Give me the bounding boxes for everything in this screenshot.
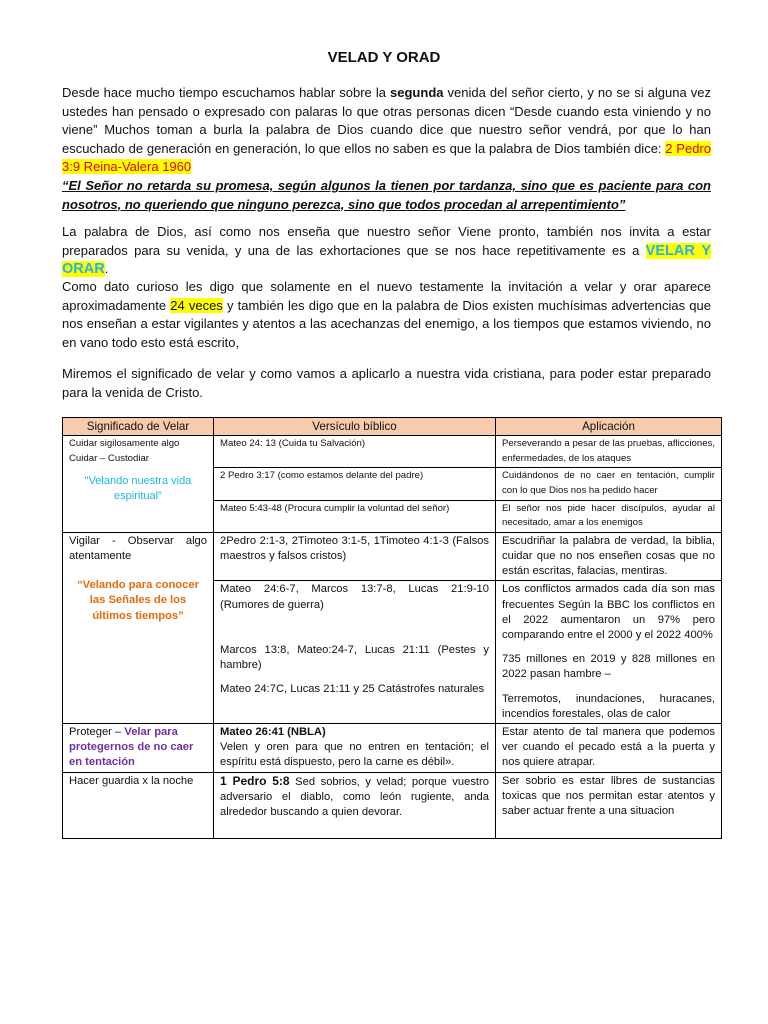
header-aplicacion: Aplicación <box>496 418 722 436</box>
significado-proteger <box>63 724 214 773</box>
third-paragraph <box>62 278 711 352</box>
velar-y-orar-highlight: VELAR Y ORAR <box>62 242 711 278</box>
24-veces-highlight: 24 veces <box>170 297 223 313</box>
second-paragraph <box>62 223 711 279</box>
verse-text: Marcos 13:8, Mateo:24-7, Lucas 21:11 (Pestes y hambre) <box>220 643 489 671</box>
verse-text: Mateo 24:7C, Lucas 21:11 y 25 Catástrofes naturales <box>220 683 485 696</box>
third-text-cont: y también les digo que en la palabra de Dios existen muchísimas advertencias que nos enseñan a estar vigilantes y atentos a las acechanzas del enemigo, a los tiempos que estamos viviendo, no en vano todo esto está escrito, <box>62 297 711 350</box>
period: . <box>104 261 109 277</box>
table-header-row <box>63 418 722 436</box>
header-significado: Significado de Velar <box>63 418 214 436</box>
significado-cuidar <box>63 436 214 533</box>
table-row <box>63 532 722 581</box>
meaning-text: Cuidar – Custodiar <box>69 452 149 464</box>
verse-cell <box>214 724 496 773</box>
significado-vigilar <box>63 532 214 723</box>
third-text: Como dato curioso les digo que solamente en el nuevo testamente la invitación a velar y orar aparece aproximadamente <box>62 279 711 313</box>
verse-cell: Mateo 24: 13 (Cuida tu Salvación) <box>214 436 496 468</box>
bible-reference: 2 Pedro 3:9 Reina-Valera 1960 <box>62 140 711 175</box>
table-row <box>63 724 722 773</box>
application-cell: Escudriñar la palabra de verdad, la biblia, cuidar que no nos enseñen cosas que no están escritas, falacias, mentiras. <box>496 532 722 581</box>
table-row <box>63 436 722 468</box>
emphasis-segunda: segunda <box>390 85 444 100</box>
intro-paragraph <box>62 84 711 214</box>
verse-cell <box>214 581 496 724</box>
page-title: VELAD Y ORAD <box>327 49 441 66</box>
velar-table <box>62 417 722 839</box>
application-cell: Ser sobrio es estar libres de sustancias toxicas que nos permitan estar atentos y saber actuar frente a una situacion <box>496 772 722 838</box>
verse-text: Velen y oren para que no entren en tentación; el espíritu está dispuesto, pero la carne es débil». <box>220 741 489 769</box>
verse-title: Mateo 26:41 (NBLA) <box>220 726 326 738</box>
significado-guardia: Hacer guardia x la noche <box>63 772 214 838</box>
colored-subtitle: "Velando nuestra vida espiritual" <box>84 475 192 502</box>
verse-cell: Mateo 5:43-48 (Procura cumplir la voluntad del señor) <box>214 500 496 532</box>
application-cell: Estar atento de tal manera que podemos ver cuando el pecado está a la puerta y nos quiere atrapar. <box>496 724 722 773</box>
second-text: La palabra de Dios, así como nos enseña que nuestro señor Viene pronto, también nos invita a estar preparados para su venida, y una de las exhortaciones que se nos hace repetitivamente es a <box>62 224 711 258</box>
verse-text: Mateo 24:6-7, Marcos 13:7-8, Lucas 21:9-10 (Rumores de guerra) <box>220 583 489 611</box>
colored-subtitle: “Velando para conocer las Señales de los últimos tiempos” <box>77 579 199 622</box>
header-versiculo: Versículo bíblico <box>214 418 496 436</box>
intro-text-cont: venida del señor cierto, y no se si alguna vez ustedes han pensado o expresado con palaras lo que otras personas dicen “Desde cuando esta viniendo y no viene” Muchos toman a burla la palabra de Dios cuando dice que nuestro señor vendrá, por que lo han escuchado de generación en generación, lo que ellos no saben es que la palabra de Dios también dice: <box>62 85 711 156</box>
meaning-text: Cuidar sigilosamente algo <box>69 438 180 450</box>
bible-quote: “El Señor no retarda su promesa, según algunos la tienen por tardanza, sino que es paciente para con nosotros, no queriendo que ninguno perezca, sino que todos procedan al arrepentimiento” <box>62 177 711 212</box>
verse-cell: 2Pedro 2:1-3, 2Timoteo 3:1-5, 1Timoteo 4:1-3 (Falsos maestros y falsos cristos) <box>214 532 496 581</box>
verse-cell <box>214 772 496 838</box>
application-cell <box>496 581 722 724</box>
table-row <box>63 772 722 838</box>
application-cell: Cuidándonos de no caer en tentación, cumplir con lo que Dios nos ha pedido hacer <box>496 468 722 500</box>
application-text: 735 millones en 2019 y 828 millones en 2022 pasan hambre – <box>502 653 715 681</box>
application-cell: Perseverando a pesar de las pruebas, aflicciones, enfermedades, de los ataques <box>496 436 722 468</box>
verse-cell: 2 Pedro 3:17 (como estamos delante del padre) <box>214 468 496 500</box>
intro-text: Desde hace mucho tiempo escuchamos hablar sobre la <box>62 85 391 100</box>
verse-text: Sed sobrios, y velad; porque vuestro adversario el diablo, como león rugiente, anda alrededor buscando a quien devorar. <box>220 775 489 819</box>
application-cell: El señor nos pide hacer discípulos, ayudar al necesitado, amar a los enemigos <box>496 500 722 532</box>
meaning-text: Vigilar - Observar algo atentamente <box>69 534 207 562</box>
colored-subtitle: Velar para protegernos de no caer en tentación <box>69 726 194 769</box>
fourth-paragraph: Miremos el significado de velar y como vamos a aplicarlo a nuestra vida cristiana, para poder estar preparado para la venida de Cristo. <box>62 366 711 400</box>
meaning-text: Proteger – <box>69 726 125 738</box>
verse-title: 1 Pedro 5:8 <box>220 773 290 788</box>
application-text: Terremotos, inundaciones, huracanes, incendios forestales, olas de calor <box>502 692 715 720</box>
application-text: Los conflictos armados cada día son mas frecuentes Según la BBC los conflictos en el 2022 aumentaron un 97% pero comparando entre el 2000 y el 2022 400% <box>502 583 715 641</box>
